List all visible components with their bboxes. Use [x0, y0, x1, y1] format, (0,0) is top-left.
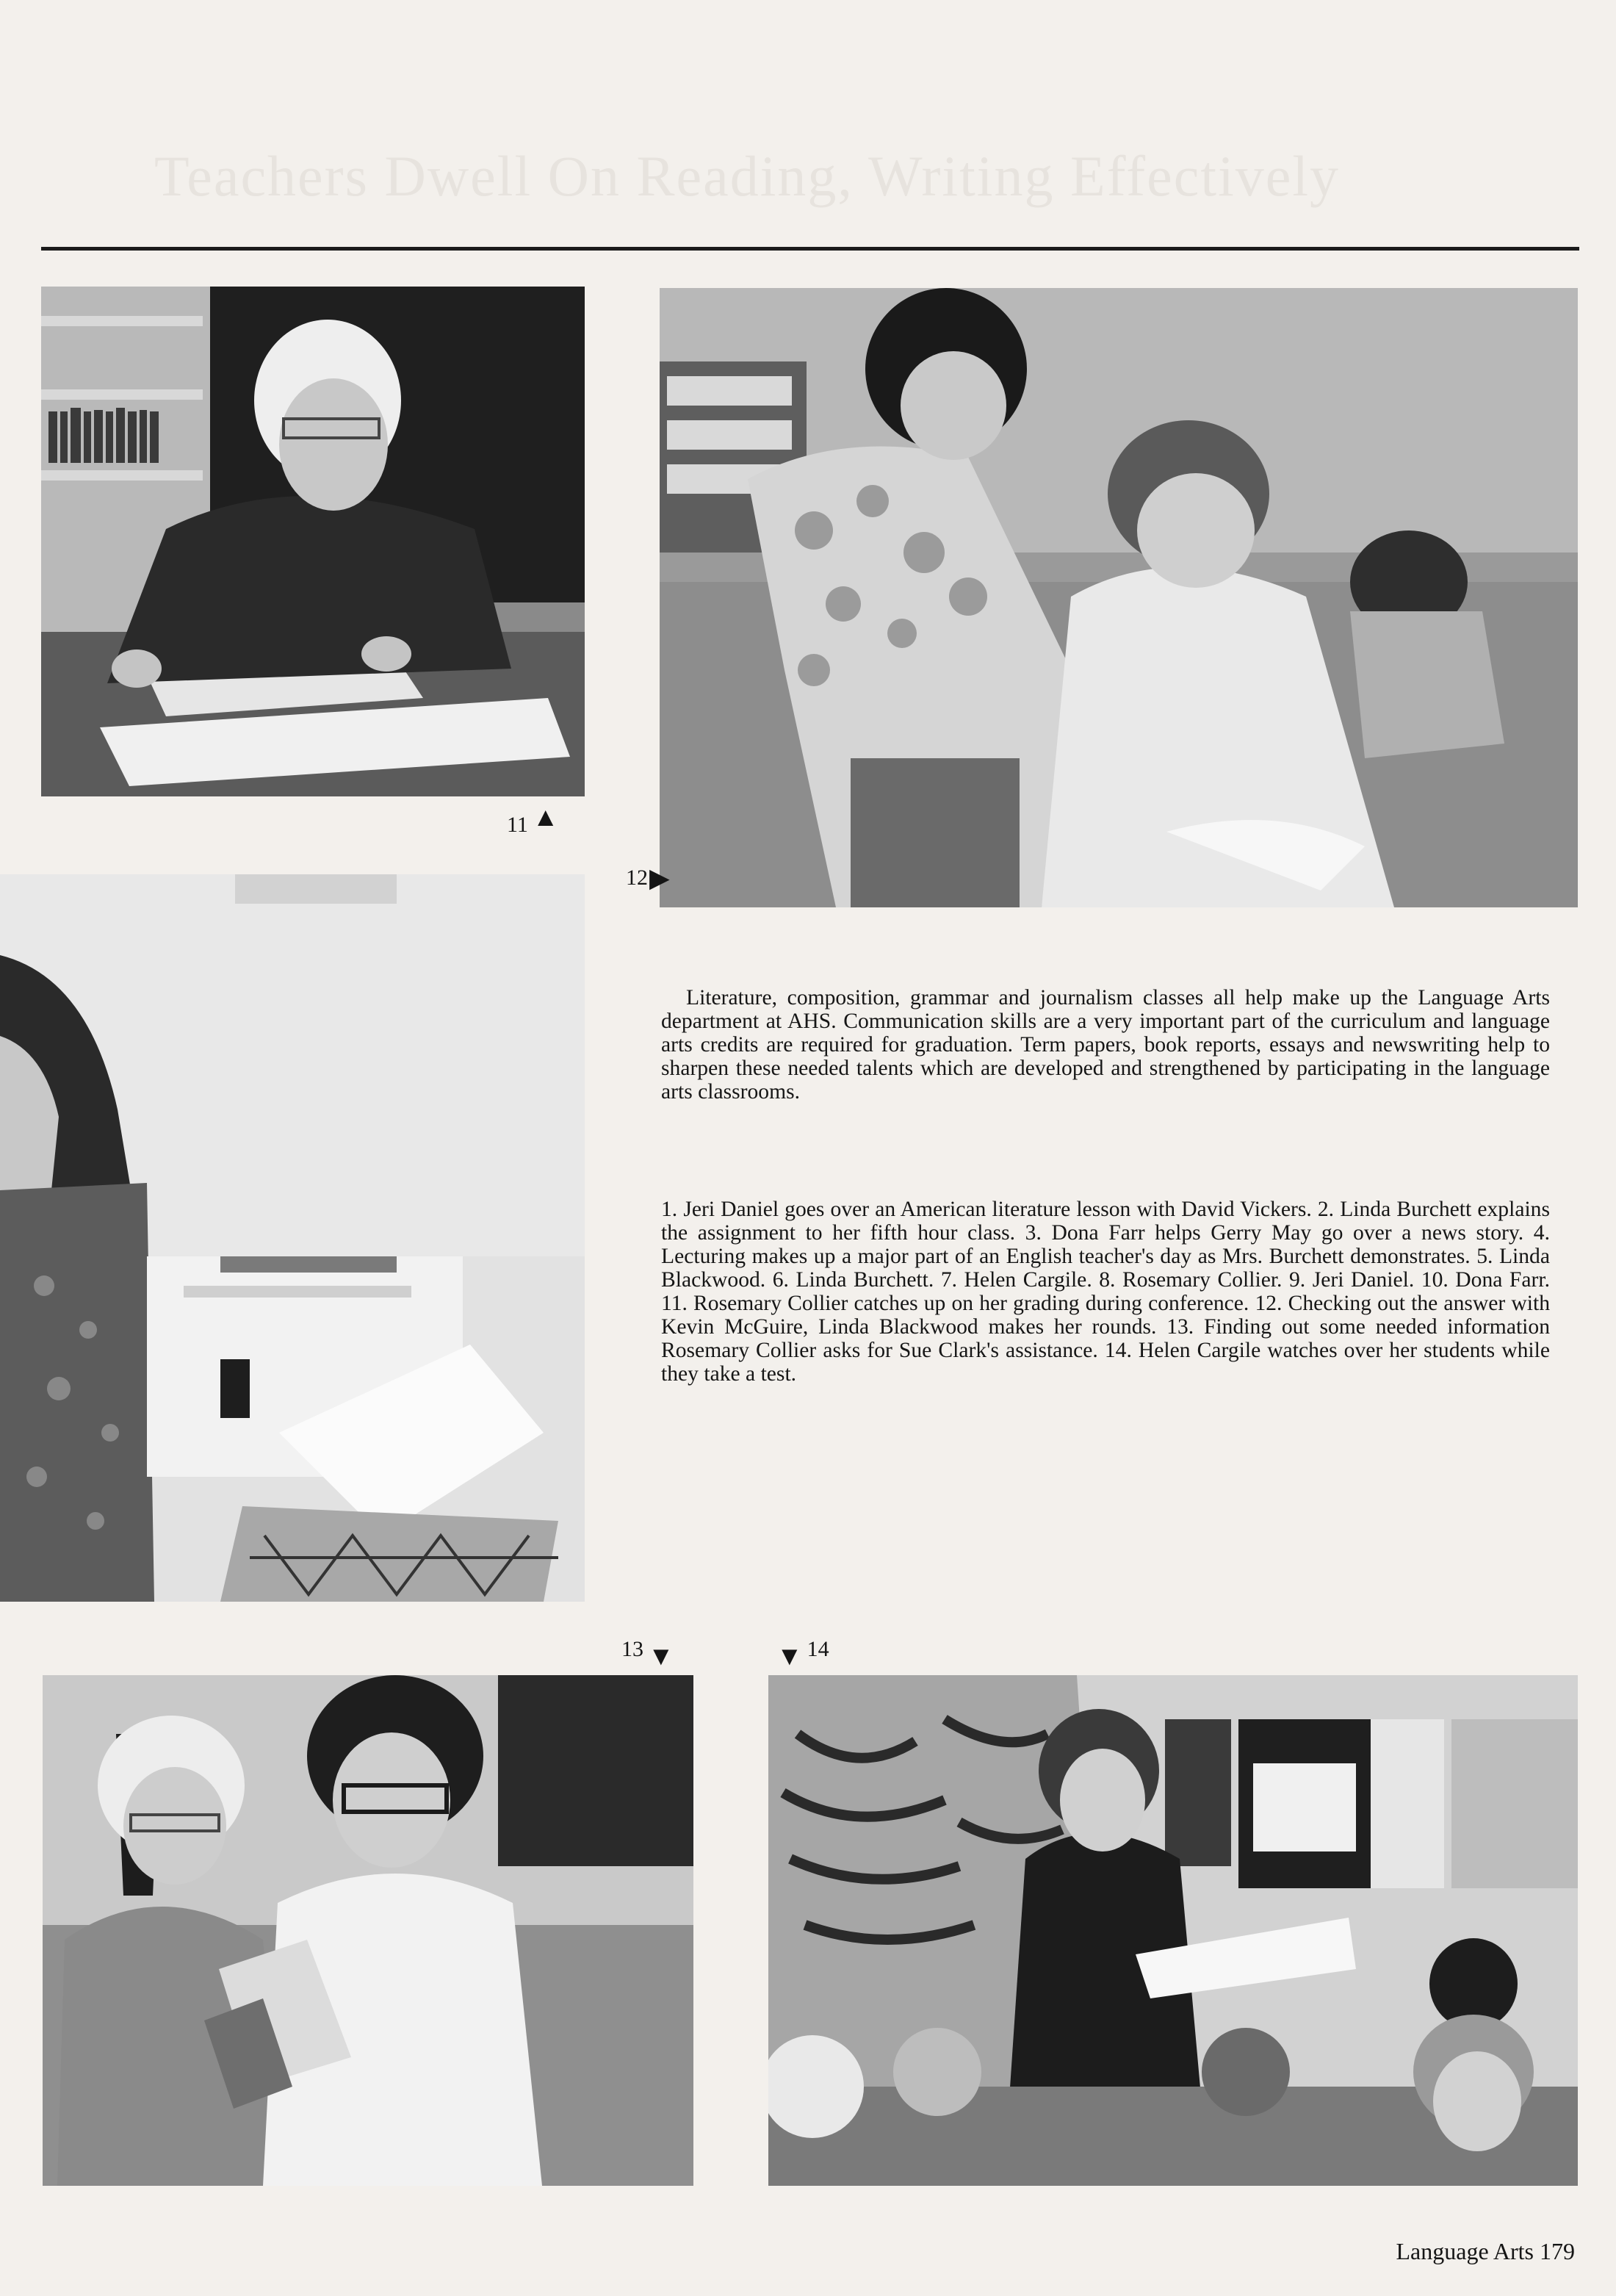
photo-14-label: ▼ 14 — [776, 1637, 829, 1671]
photo-captions: 1. Jeri Daniel goes over an American literature lesson with David Vickers. 2. Linda Burchett explains the assignment to her fifth hour class. 3. Dona Farr helps Gerry May go over a news story. 4. Lecturing makes up a major part of an English teacher's day as Mrs. Burchett demonstrates. 5. Linda Blackwood. 6. Linda Burchett. 7. Helen Cargile. 8. Rosemary Collier. 9. Jeri Daniel. 10. Dona Farr. 11. Rosemary Collier catches up on her grading during conference. 12. Checking out the answer with Kevin McGuire, Linda Blackwood makes her rounds. 13. Finding out some needed information Rosemary Collier asks for Sue Clark's assistance. 14. Helen Cargile watches over her students while they take a test. — [661, 1198, 1550, 1386]
triangle-down-icon: ▼ — [776, 1641, 803, 1671]
photo-left-cropped — [0, 874, 585, 1602]
photo-14 — [768, 1675, 1578, 2186]
photo-12-label: 12 ▶ — [626, 863, 670, 893]
photo-12 — [660, 288, 1578, 907]
intro-paragraph: Literature, composition, grammar and journalism classes all help make up the Language Arts department at AHS. Communication skills are a very important part of the curriculum and language arts credits are required for graduation. Term papers, book reports, essays and newswriting help to sharpen these needed talents which are developed and strengthened by participating in the language arts classrooms. — [661, 986, 1550, 1104]
photo-11 — [41, 287, 585, 796]
header-rule — [41, 247, 1579, 251]
photo-13-label: 13 ▼ — [621, 1637, 674, 1671]
page-header-title: Teachers Dwell On Reading, Writing Effectively — [154, 144, 1341, 208]
page-footer: Language Arts 179 — [1396, 2238, 1575, 2264]
photo-11-label: 11 ▲ — [507, 802, 559, 837]
triangle-up-icon: ▲ — [532, 802, 559, 832]
triangle-right-icon: ▶ — [649, 863, 670, 893]
triangle-down-icon: ▼ — [648, 1641, 674, 1671]
photo-13 — [43, 1675, 693, 2186]
